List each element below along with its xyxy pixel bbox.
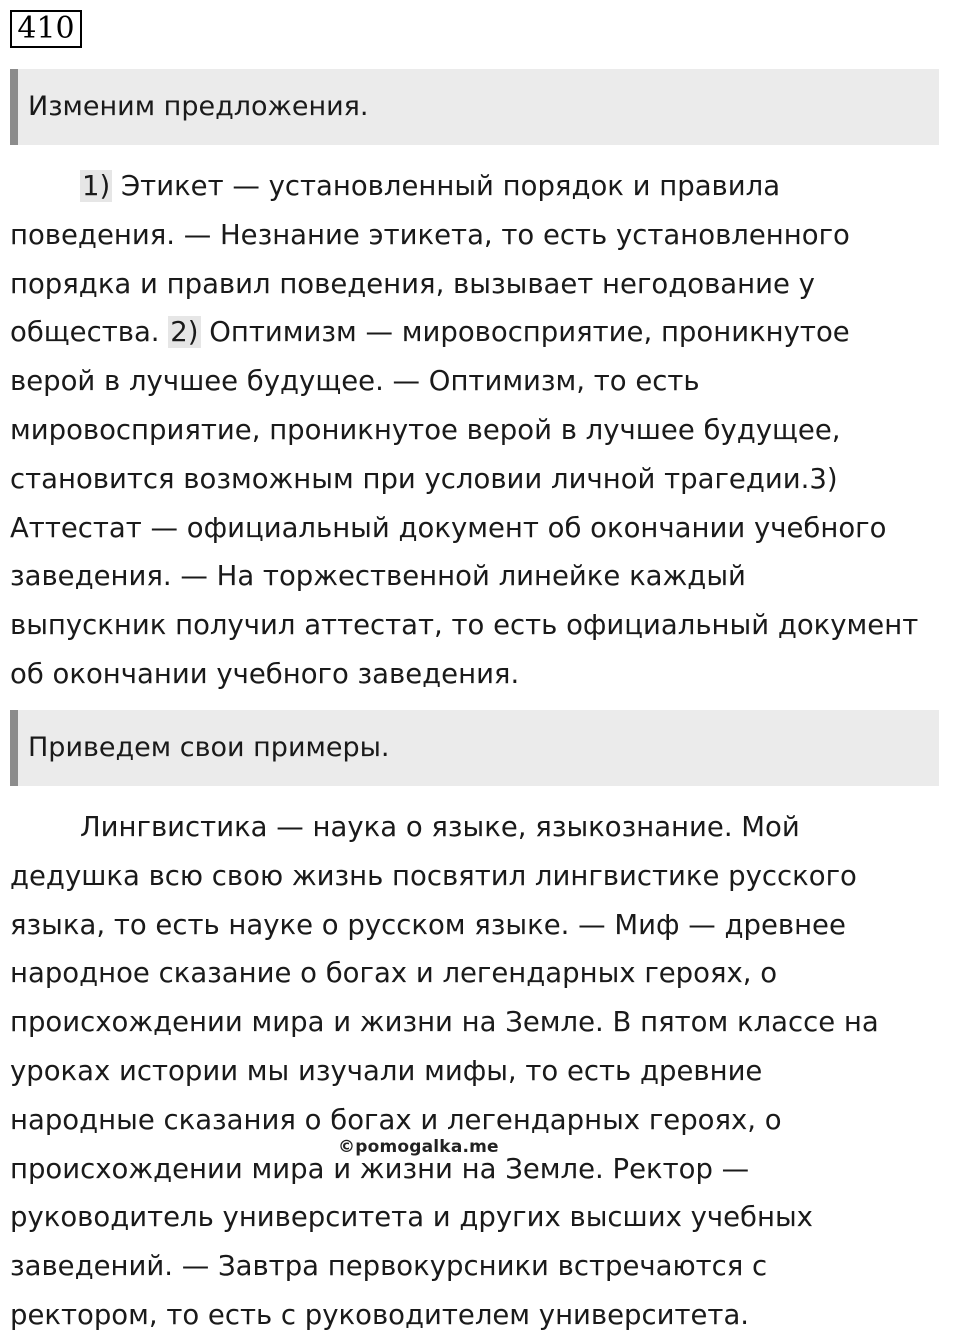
section-heading-change-sentences: Изменим предложения.	[10, 69, 939, 145]
paragraph-line: об окончании учебного заведения.	[10, 657, 520, 690]
item-marker: 1)	[82, 170, 111, 202]
watermark: ©pomogalka.me	[338, 1137, 499, 1157]
paragraph-line: уроках истории мы изучали мифы, то есть древние	[10, 1054, 763, 1087]
section-heading-own-examples: Приведем свои примеры.	[10, 710, 939, 786]
paragraph-line: мировосприятие, проникнутое верой в лучшее будущее,	[10, 413, 841, 446]
exercise-number: 410	[10, 10, 82, 48]
paragraph-line	[10, 308, 950, 357]
paragraph-line: выпускник получил аттестат, то есть официальный документ	[10, 609, 919, 642]
item-marker: 2)	[170, 316, 199, 349]
line-text: общества.	[10, 316, 169, 349]
paragraph-line: происхождении мира и жизни на Земле. Ректор —	[10, 1152, 750, 1185]
paragraph-line: происхождении мира и жизни на Земле. В пятом классе на	[10, 1006, 879, 1039]
paragraph-line: заведений. — Завтра первокурсники встречаются с	[10, 1250, 768, 1283]
paragraph-changed-sentences	[10, 162, 950, 699]
paragraph-line: Лингвистика — наука о языке, языкознание. Мой	[80, 811, 800, 843]
paragraph-own-examples	[10, 803, 950, 1340]
paragraph-line: народное сказание о богах и легендарных героях, о	[10, 957, 778, 990]
paragraph-line: порядка и правил поведения, вызывает негодование у	[10, 267, 815, 300]
line-text: Оптимизм — мировосприятие, проникнутое	[200, 316, 850, 349]
paragraph-line: ректором, то есть с руководителем университета.	[10, 1298, 750, 1331]
paragraph-line: руководитель университета и других высших учебных	[10, 1201, 813, 1234]
paragraph-line: становится возможным при условии личной трагедии.3)	[10, 462, 838, 495]
line-text: Этикет — установленный порядок и правила	[112, 170, 781, 202]
paragraph-line: верой в лучшее будущее. — Оптимизм, то есть	[10, 365, 700, 398]
paragraph-line	[10, 162, 950, 211]
paragraph-line: дедушка всю свою жизнь посвятил лингвистике русского	[10, 859, 857, 892]
paragraph-line: поведения. — Незнание этикета, то есть установленного	[10, 218, 850, 251]
paragraph-line: языка, то есть науке о русском языке. — Миф — древнее	[10, 908, 846, 941]
paragraph-line: народные сказания о богах и легендарных героях, о	[10, 1103, 782, 1136]
paragraph-line: заведения. — На торжественной линейке каждый	[10, 560, 746, 593]
paragraph-line: Аттестат — официальный документ об окончании учебного	[10, 511, 887, 544]
